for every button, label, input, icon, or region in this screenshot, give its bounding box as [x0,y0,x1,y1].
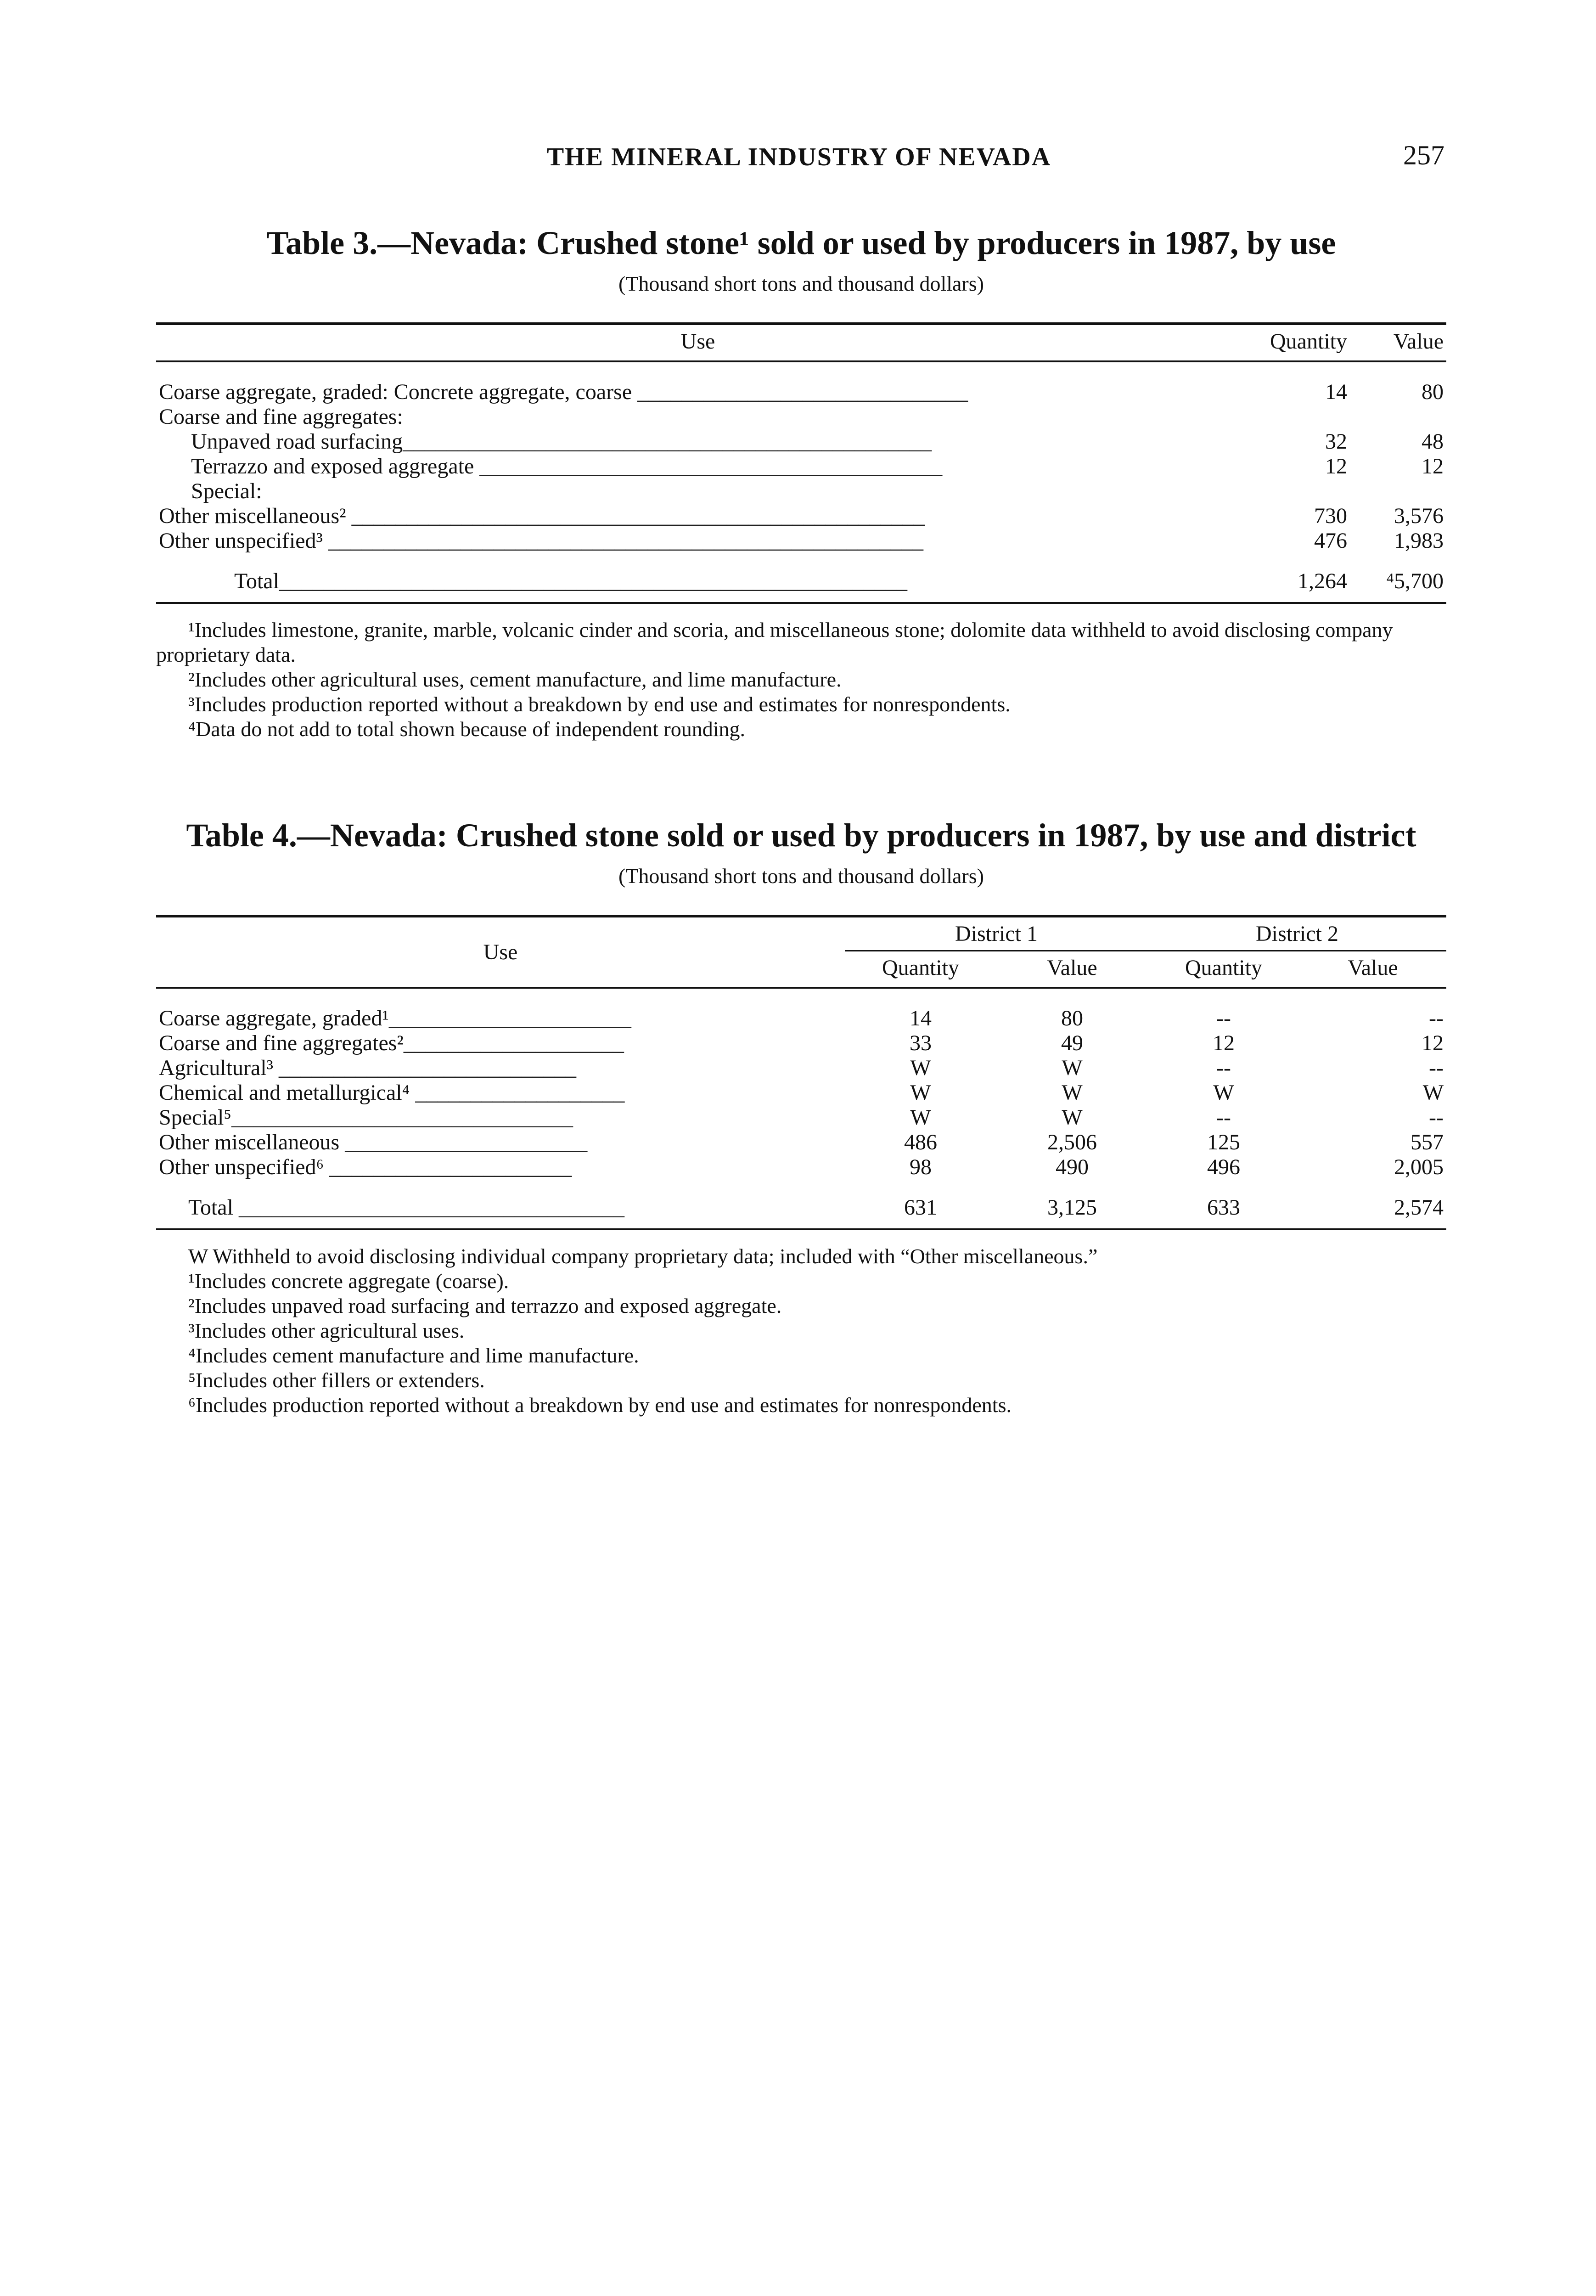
row-d2-quantity: 12 [1213,1031,1235,1056]
running-title: THE MINERAL INDUSTRY OF NEVADA [546,143,1051,171]
total-d1-quantity: 631 [904,1195,937,1220]
table4-header-district1: District 1 [845,916,1148,951]
total-value: ⁴5,700 [1386,569,1444,594]
row-value: 48 [1422,429,1444,454]
table4-header-d1-quantity: Quantity [845,951,996,988]
row-d1-value: 490 [1056,1155,1089,1180]
table-row: Other unspecified³ ______________________________________________________ 476 1,983 [156,529,1446,553]
row-d2-quantity: 125 [1207,1130,1240,1155]
row-d1-quantity: 98 [910,1155,932,1180]
table-row: Agricultural³ ___________________________ W W -- -- [156,1056,1446,1080]
table4-header-use: Use [156,916,845,988]
row-value: 80 [1422,380,1444,405]
row-d1-quantity: 33 [910,1031,932,1056]
total-label: Total [188,1195,233,1220]
row-quantity: 12 [1325,454,1347,479]
row-quantity: 730 [1314,504,1347,529]
row-label: Unpaved road surfacing [191,429,403,454]
row-quantity [1240,405,1350,429]
table4-header-d2-quantity: Quantity [1148,951,1299,988]
row-d1-quantity: W [910,1080,931,1105]
row-quantity [1240,479,1350,504]
row-d2-quantity: 496 [1207,1155,1240,1180]
row-value: 3,576 [1394,504,1444,529]
row-d2-value: 2,005 [1394,1155,1444,1180]
table-total-row: Total ___________________________________ 631 3,125 633 2,574 [156,1180,1446,1229]
row-label: Coarse and fine aggregates: [159,405,403,429]
row-d1-quantity: 14 [910,1006,932,1031]
footnote: ³Includes other agricultural uses. [188,1319,465,1343]
table3 [156,225,1446,742]
row-d2-value: 12 [1422,1031,1444,1056]
footnote: ⁴Data do not add to total shown because of independent rounding. [188,717,746,741]
table-row: Coarse aggregate, graded: Concrete aggregate, coarse ______________________________ 14 80 [156,361,1446,405]
row-d1-value: W [1062,1105,1083,1130]
row-label: Terrazzo and exposed aggregate [191,454,474,479]
row-label: Other unspecified³ [159,529,323,553]
footnote: ³Includes production reported without a breakdown by end use and estimates for nonrespondents. [188,692,1011,716]
table-row: Coarse aggregate, graded¹______________________ 14 80 -- -- [156,988,1446,1031]
table-row [156,479,1446,504]
footnote: W Withheld to avoid disclosing individual company proprietary data; included with “Other miscellaneous.” [188,1244,1098,1268]
row-label: Special⁵ [159,1105,232,1130]
table4 [156,817,1446,1418]
table4-grid [156,915,1446,1230]
row-label: Agricultural³ [159,1056,273,1080]
row-label: Other miscellaneous [159,1130,340,1155]
total-label: Total [234,569,279,594]
row-value: 1,983 [1394,529,1444,553]
row-quantity: 14 [1325,380,1347,405]
row-d1-value: W [1062,1056,1083,1080]
table4-header-district2: District 2 [1148,916,1446,951]
table4-footnotes [156,1244,1446,1418]
page-number: 257 [1403,140,1444,170]
row-quantity: 476 [1314,529,1347,553]
table4-title: Table 4.—Nevada: Crushed stone sold or used by producers in 1987, by use and district [186,817,1416,854]
table4-header-d1-value: Value [996,951,1148,988]
footnote: ⁵Includes other fillers or extenders. [188,1368,485,1392]
footnote: ¹Includes limestone, granite, marble, volcanic cinder and scoria, and miscellaneous stone; dolomite data withheld to avoid disclosing company proprietary data. [156,618,1393,667]
row-d1-value: 80 [1061,1006,1083,1031]
total-d2-quantity: 633 [1207,1195,1240,1220]
row-d2-quantity: -- [1216,1056,1231,1080]
table-row: Unpaved road surfacing________________________________________________ 32 48 [156,429,1446,454]
table-row [156,405,1446,429]
table3-footnotes [156,618,1446,742]
total-d2-value: 2,574 [1394,1195,1444,1220]
table-row: Chemical and metallurgical⁴ ___________________ W W W W [156,1080,1446,1105]
row-d2-value: 557 [1411,1130,1444,1155]
table-total-row: Total_________________________________________________________ 1,264 ⁴5,700 [156,553,1446,603]
row-d1-quantity: W [910,1056,931,1080]
table-row: Coarse and fine aggregates²____________________ 33 49 12 12 [156,1031,1446,1056]
row-d2-value: -- [1429,1105,1444,1130]
row-label: Special: [191,479,262,504]
table-row: Terrazzo and exposed aggregate __________________________________________ 12 12 [156,454,1446,479]
table-row: Other miscellaneous² ____________________________________________________ 730 3,576 [156,504,1446,529]
row-d1-value: 2,506 [1047,1130,1097,1155]
row-label: Other miscellaneous² [159,504,346,529]
row-d2-value: -- [1429,1006,1444,1031]
row-value [1350,405,1446,429]
row-label: Chemical and metallurgical⁴ [159,1080,410,1105]
row-value: 12 [1422,454,1444,479]
footnote: ⁴Includes cement manufacture and lime manufacture. [188,1344,639,1367]
total-quantity: 1,264 [1298,569,1347,594]
table3-title: Table 3.—Nevada: Crushed stone¹ sold or used by producers in 1987, by use [266,225,1336,261]
row-d1-quantity: W [910,1105,931,1130]
row-label: Other unspecified⁶ [159,1155,324,1180]
table3-subtitle: (Thousand short tons and thousand dollars) [618,272,984,296]
footnote: ¹Includes concrete aggregate (coarse). [188,1269,509,1293]
table4-header-d2-value: Value [1299,951,1446,988]
table3-header-value: Value [1350,324,1446,361]
table-row: Other unspecified⁶ ______________________ 98 490 496 2,005 [156,1155,1446,1180]
table-row: Other miscellaneous ______________________ 486 2,506 125 557 [156,1130,1446,1155]
table3-grid [156,322,1446,604]
footnote: ⁶Includes production reported without a breakdown by end use and estimates for nonrespondents. [188,1393,1012,1417]
row-d1-value: 49 [1061,1031,1083,1056]
footnote: ²Includes unpaved road surfacing and terrazzo and exposed aggregate. [188,1294,782,1318]
row-value [1350,479,1446,504]
row-d2-quantity: -- [1216,1105,1231,1130]
row-d2-value: W [1422,1080,1444,1105]
row-d2-quantity: -- [1216,1006,1231,1031]
row-label: Coarse and fine aggregates² [159,1031,404,1056]
footnote: ²Includes other agricultural uses, cement manufacture, and lime manufacture. [188,668,842,692]
row-d2-quantity: W [1213,1080,1234,1105]
table3-header-quantity: Quantity [1240,324,1350,361]
row-quantity: 32 [1325,429,1347,454]
row-d1-quantity: 486 [904,1130,937,1155]
table3-header-use: Use [156,324,1240,361]
row-label: Coarse aggregate, graded: Concrete aggregate, coarse [159,380,632,405]
total-d1-value: 3,125 [1047,1195,1097,1220]
row-label: Coarse aggregate, graded¹ [159,1006,389,1031]
table-row: Special⁵_______________________________ W W -- -- [156,1105,1446,1130]
row-d2-value: -- [1429,1056,1444,1080]
row-d1-value: W [1062,1080,1083,1105]
table4-subtitle: (Thousand short tons and thousand dollars) [618,864,984,888]
